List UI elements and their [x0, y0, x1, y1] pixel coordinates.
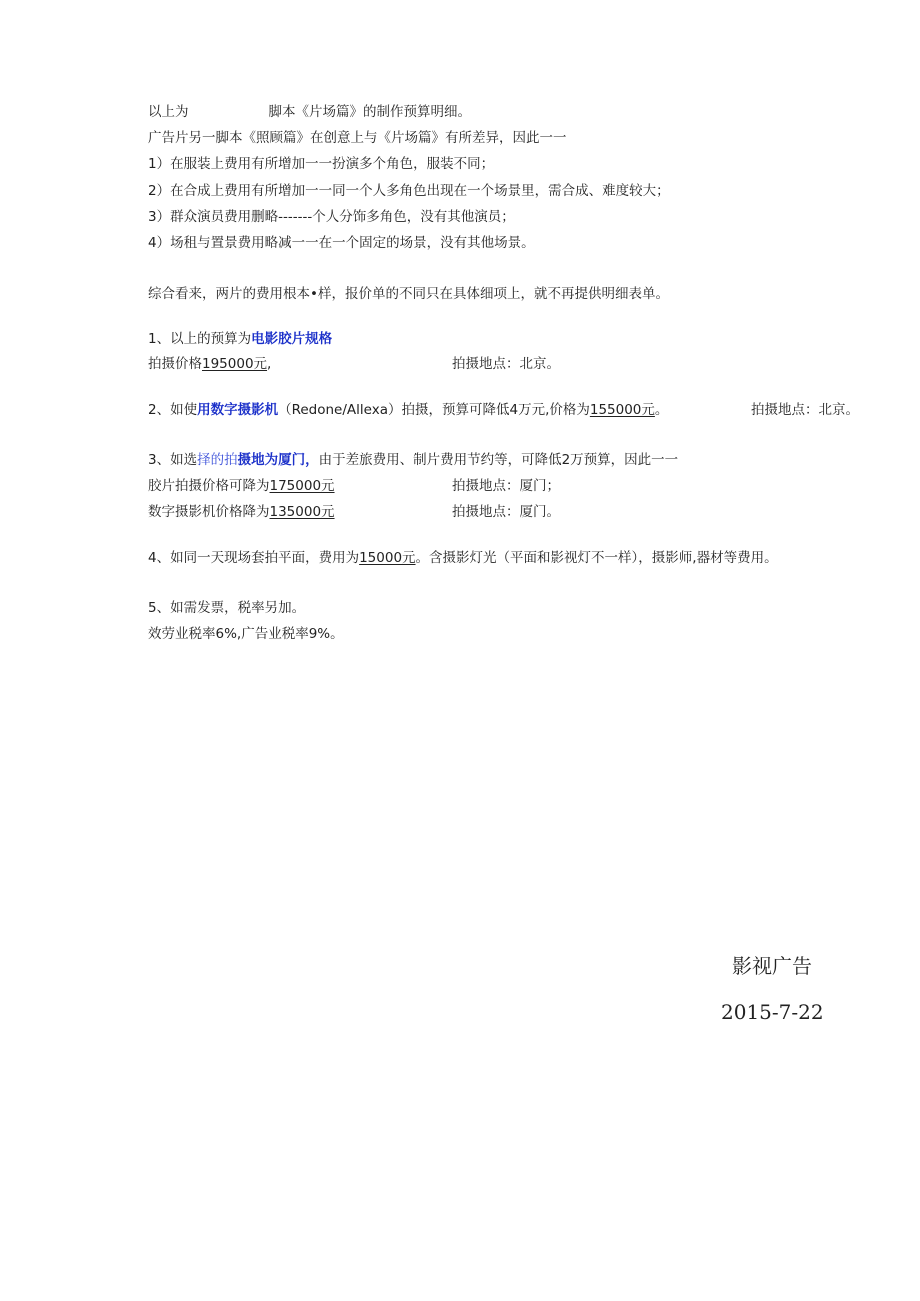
section3-rest: 由于差旅费用、制片费用节约等，可降低2万预算，因此一一: [318, 452, 679, 468]
section3-digital-line: [148, 503, 335, 521]
section4-line: [148, 549, 778, 567]
intro-item-3: 3）群众演员费用删略-------个人分饰多角色，没有其他演员；: [148, 209, 515, 225]
section2-price: 155000元: [589, 402, 655, 418]
section1-prefix: 1、以上的预算为: [148, 331, 252, 347]
section3-film-label: 胶片拍摄价格可降为: [148, 478, 270, 494]
section5-line-2: 效劳业税率6%,广告业税率9%。: [148, 626, 344, 642]
section3-heading: [148, 451, 678, 469]
summary-line: 综合看来，两片的费用根本•样，报价单的不同只在具体细项上，就不再提供明细表单。: [148, 286, 669, 302]
section2-location: 拍摄地点：北京。: [751, 402, 859, 418]
intro-line-1-a: 以上为: [148, 104, 189, 120]
intro-line-2: 广告片另一脚本《照顾篇》在创意上与《片场篇》有所差异，因此一一: [148, 130, 567, 146]
section1-price-label: 拍摄价格: [148, 356, 202, 372]
section3-film-line: [148, 477, 335, 495]
section3-film-price: 175000元: [269, 478, 335, 494]
section3-highlight-b: 摄地为厦门，: [237, 452, 319, 468]
section3-digital-label: 数字摄影机价格降为: [148, 504, 270, 520]
section2-rest-b: 。: [654, 402, 669, 418]
section3-highlight-a: 择的拍: [197, 452, 238, 468]
section4-price: 15000元: [359, 550, 416, 566]
section1-highlight: 电影胶片规格: [251, 331, 333, 347]
section1-price: 195000元: [202, 356, 268, 372]
section5-line-1: 5、如需发票，税率另加。: [148, 600, 306, 616]
section2-line: [148, 401, 668, 419]
section4-rest: 。含摄影灯光（平面和影视灯不一样），摄影师,器材等费用。: [415, 550, 778, 566]
section1-price-suffix: ,: [267, 356, 272, 372]
intro-item-4: 4）场租与置景费用略减一一在一个固定的场景，没有其他场景。: [148, 235, 535, 251]
section1-price-line: [148, 355, 271, 373]
section2-highlight: 用数字摄影机: [197, 402, 279, 418]
section1-location: 拍摄地点：北京。: [452, 356, 560, 372]
intro-item-2: 2）在合成上费用有所增加一一同一个人多角色出现在一个场景里，需合成、难度较大；: [148, 183, 670, 199]
intro-line-1: [148, 103, 471, 121]
section2-prefix: 2、如使: [148, 402, 198, 418]
section3-film-location: 拍摄地点：厦门；: [452, 478, 560, 494]
section3-digital-location: 拍摄地点：厦门。: [452, 504, 560, 520]
signature-date: 2015-7-22: [721, 1000, 824, 1024]
section4-prefix: 4、如同一天现场套拍平面，费用为: [148, 550, 360, 566]
intro-item-1: 1）在服装上费用有所增加一一扮演多个角色，服装不同；: [148, 156, 495, 172]
section2-rest-a: （Redone/Allexa）拍摄，预算可降低4万元,价格为: [278, 402, 590, 418]
intro-line-1-b: 脚本《片场篇》的制作预算明细。: [268, 104, 471, 120]
signature-company: 影视广告: [732, 954, 812, 978]
section1-heading: [148, 330, 332, 348]
section3-prefix: 3、如选: [148, 452, 198, 468]
section3-digital-price: 135000元: [269, 504, 335, 520]
